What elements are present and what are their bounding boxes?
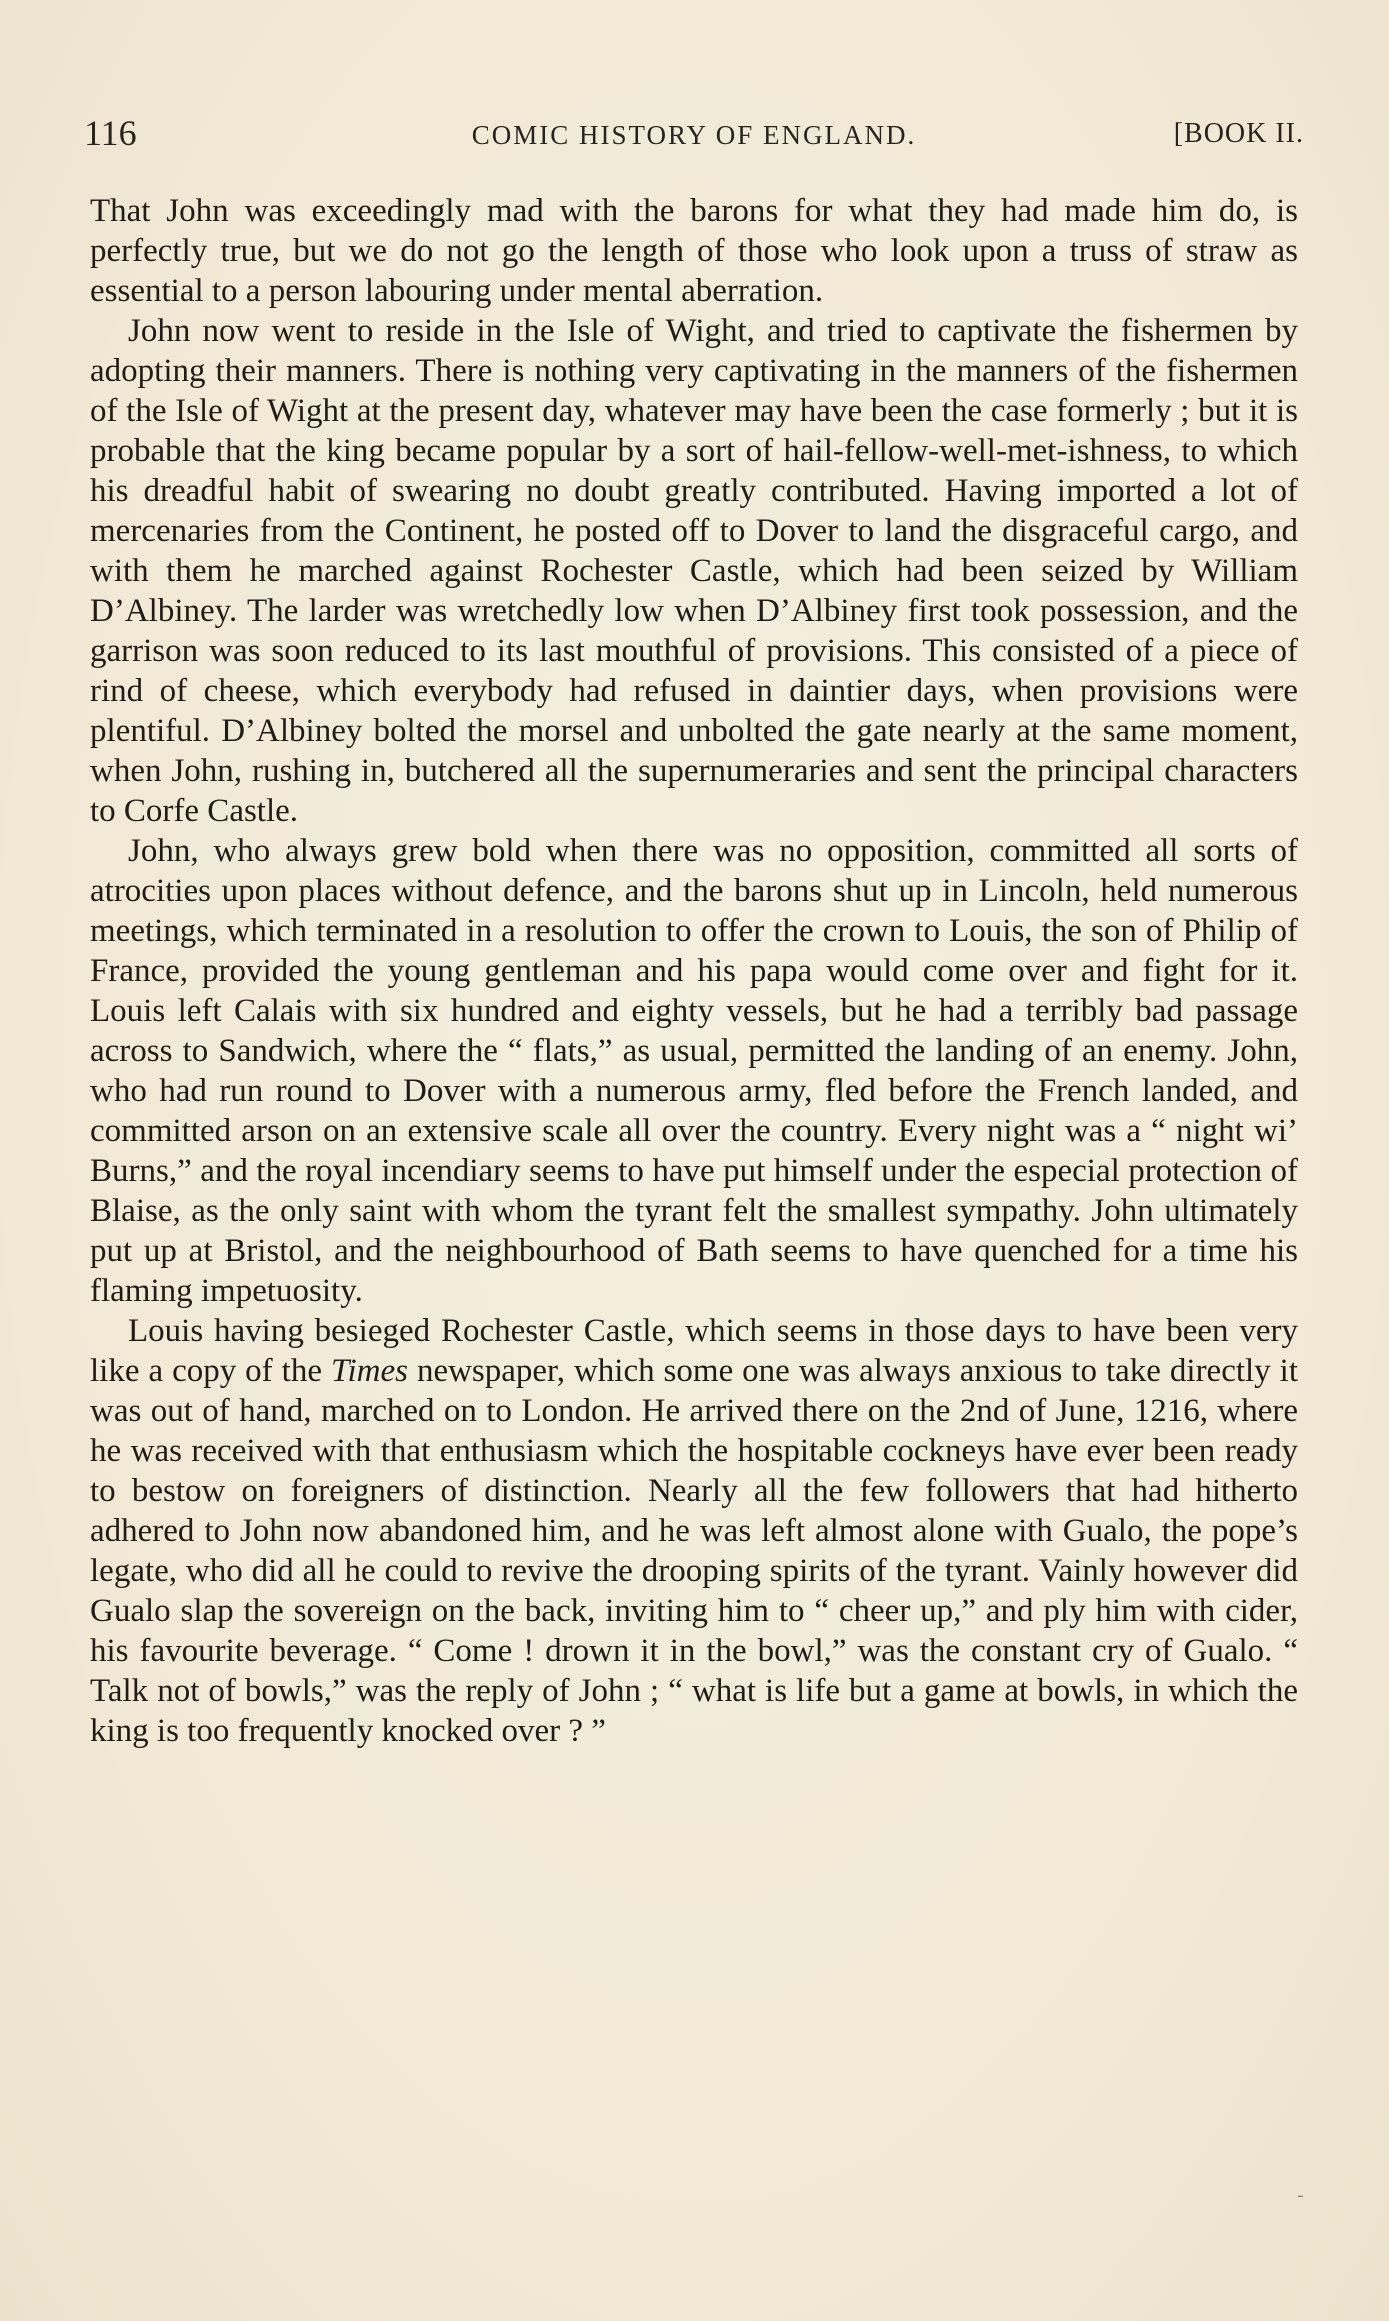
body-text [90, 191, 1298, 1751]
paragraph-4-text-end: newspaper, which some one was always anxious to take directly it was out of hand, marched on to London. He arrived there on the 2nd of June, 1216, where he was received with that enthusiasm which the hospitable cockneys have ever been ready to bestow on foreigners of distinction. Nearly all the few followers that had hitherto adhered to John now abandoned him, and he was left almost alone with Gualo, the pope’s legate, who did all he could to revive the drooping spirits of the tyrant. Vainly however did Gualo slap the sovereign on the back, inviting him to “ cheer up,” and ply him with cider, his favourite beverage. “ Come ! drown it in the bowl,” was the constant cry of Gualo. “ Talk not of bowls,” was the reply of John ; “ what is life but a game at bowls, in which the king is too frequently knocked over ? ” [90, 1353, 1298, 1749]
paragraph-4-text-start: Louis having besieged Rochester Castle, which seems in those days to have been very like a copy of the [90, 1313, 1298, 1389]
page-header [84, 112, 1304, 158]
paragraph-4 [90, 1311, 1298, 1751]
page-corner-mark: ˍ [1296, 2178, 1305, 2199]
paragraph-2: John now went to reside in the Isle of Wight, and tried to captivate the fishermen by adopting their manners. There is nothing very captivating in the manners of the fishermen of the Isle of Wight at the present day, whatever may have been the case formerly ; but it is probable that the king became popular by a sort of hail-fellow-well-met-ishness, to which his dreadful habit of swearing no doubt greatly contributed. Having imported a lot of mercenaries from the Continent, he posted off to Dover to land the disgraceful cargo, and with them he marched against Rochester Castle, which had been seized by William D’Albiney. The larder was wretchedly low when D’Albiney first took possession, and the garrison was soon reduced to its last mouthful of provisions. This consisted of a piece of rind of cheese, which everybody had refused in daintier days, when provisions were plentiful. D’Albiney bolted the morsel and unbolted the gate nearly at the same moment, when John, rushing in, butchered all the supernumeraries and sent the principal characters to Corfe Castle. [90, 313, 1298, 829]
paragraph-1: That John was exceedingly mad with the barons for what they had made him do, is perfectly true, but we do not go the length of those who look upon a truss of straw as essential to a person labouring under mental aberration. [90, 193, 1298, 309]
page-number: 116 [84, 113, 137, 153]
paragraph-3: John, who always grew bold when there was no opposition, committed all sorts of atrocities upon places without defence, and the barons shut up in Lincoln, held numerous meetings, which terminated in a resolution to offer the crown to Louis, the son of Philip of France, provided the young gentleman and his papa would come over and fight for it. Louis left Calais with six hundred and eighty vessels, but he had a terribly bad passage across to Sandwich, where the “ flats,” as usual, permitted the landing of an enemy. John, who had run round to Dover with a numerous army, fled before the French landed, and committed arson on an extensive scale all over the country. Every night was a “ night wi’ Burns,” and the royal incendiary seems to have put himself under the especial protection of Blaise, as the only saint with whom the tyrant felt the smallest sympathy. John ultimately put up at Bristol, and the neighbourhood of Bath seems to have quenched for a time his flaming impetuosity. [90, 833, 1298, 1309]
book-label: [BOOK II. [1173, 118, 1304, 149]
running-title: COMIC HISTORY OF ENGLAND. [471, 120, 917, 150]
times-newspaper-title: Times [330, 1353, 408, 1389]
